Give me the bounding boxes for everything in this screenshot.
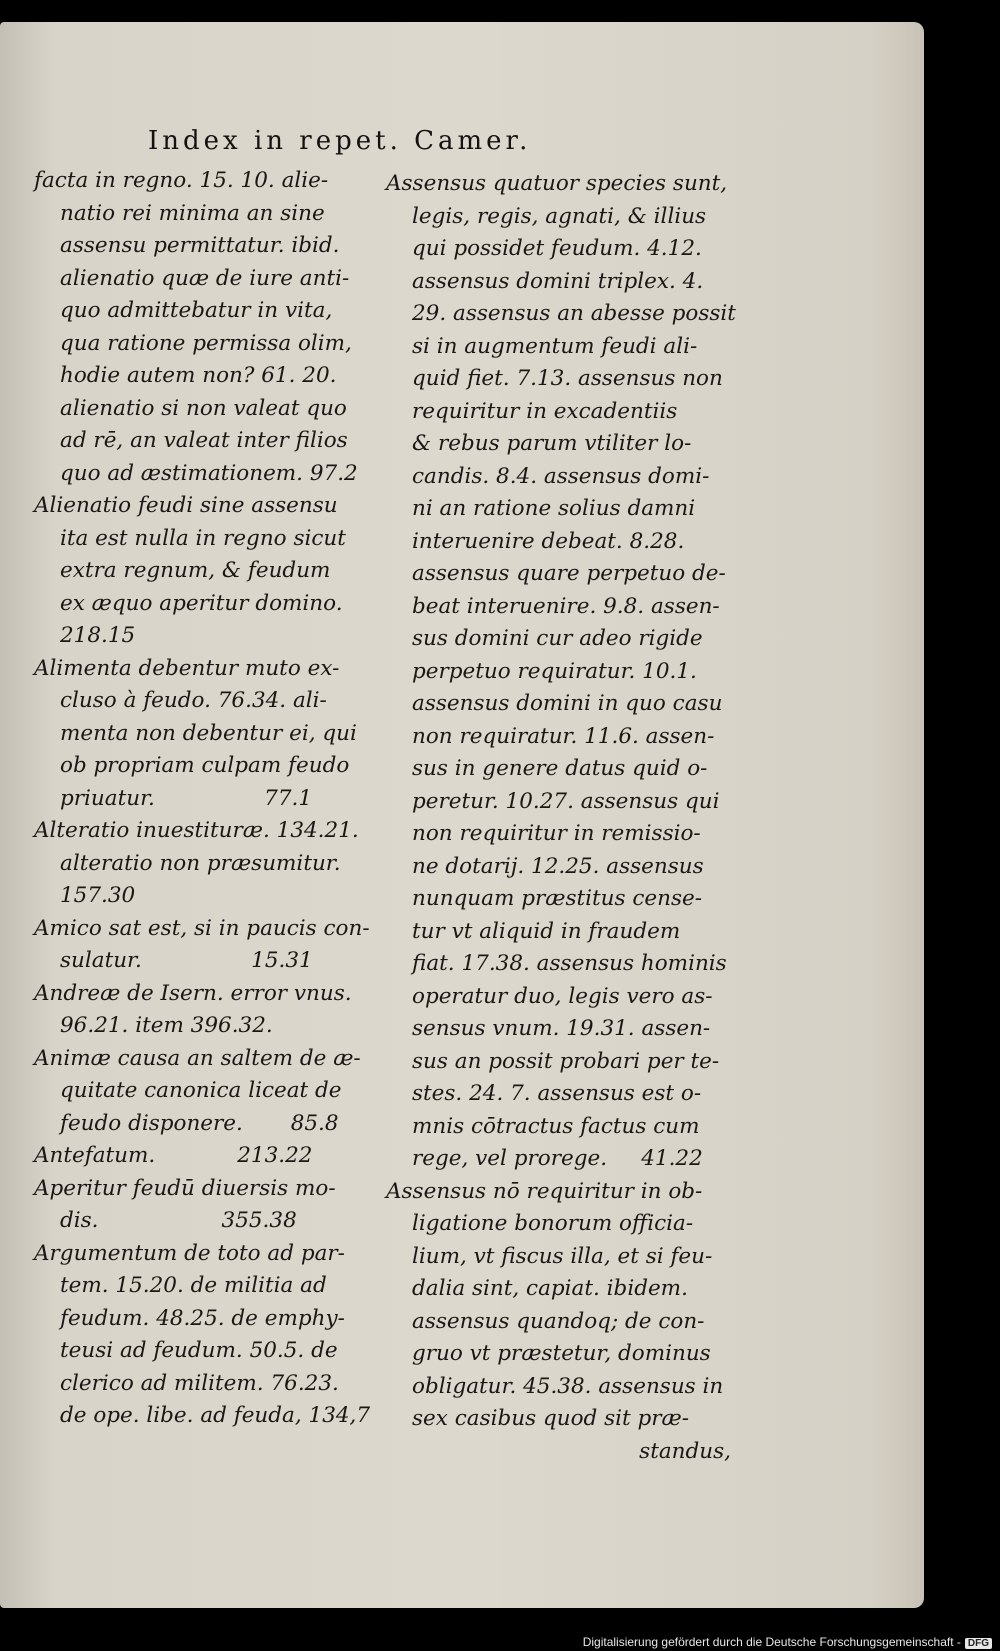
index-line: feudo disponere. 85.8 bbox=[60, 1110, 339, 1136]
index-line: assensus domini triplex. 4. bbox=[412, 268, 704, 294]
credit-text: Digitalisierung gefördert durch die Deutsche Forschungsgemeinschaft - bbox=[582, 1635, 961, 1649]
index-line: candis. 8.4. assensus domi- bbox=[412, 463, 710, 489]
index-line: sus domini cur adeo rigide bbox=[412, 626, 703, 651]
index-line: non requiratur. 11.6. assen- bbox=[412, 723, 715, 749]
index-line: lium, vt fiscus illa, et si feu- bbox=[412, 1243, 713, 1269]
index-line: 218.15 bbox=[60, 623, 136, 648]
index-entry-head: Animæ causa an saltem de æ- bbox=[34, 1045, 361, 1071]
index-line: fiat. 17.38. assensus hominis bbox=[412, 951, 727, 976]
index-line: & rebus parum vtiliter lo- bbox=[412, 431, 692, 456]
index-line: legis, regis, agnati, & illius bbox=[412, 203, 707, 229]
index-line: hodie autem non? 61. 20. bbox=[60, 363, 337, 388]
index-entry-head: Assensus nō requiritur in ob- bbox=[386, 1178, 703, 1204]
index-line: feudum. 48.25. de emphy- bbox=[60, 1305, 345, 1331]
index-entry-head: Alimenta debentur muto ex- bbox=[34, 655, 340, 681]
index-line: quo admittebatur in vita, bbox=[60, 298, 333, 323]
index-line: gruo vt præstetur, dominus bbox=[412, 1341, 711, 1366]
index-line: quitate canonica liceat de bbox=[60, 1078, 342, 1103]
index-line: sensus vnum. 19.31. assen- bbox=[412, 1016, 711, 1041]
index-line: qui possidet feudum. 4.12. bbox=[412, 236, 702, 261]
index-line: stes. 24. 7. assensus est o- bbox=[412, 1081, 702, 1106]
running-header: Index in repet. Camer. bbox=[148, 126, 532, 156]
index-line: operatur duo, legis vero as- bbox=[412, 983, 713, 1009]
index-line: alienatio quæ de iure anti- bbox=[60, 265, 350, 291]
dfg-logo: DFG bbox=[965, 1638, 992, 1649]
index-entry-head: Alteratio inuestituræ. 134.21. bbox=[34, 818, 359, 843]
index-line: menta non debentur ei, qui bbox=[60, 720, 357, 746]
index-line: extra regnum, & feudum bbox=[60, 558, 331, 583]
index-line: sex casibus quod sit præ- bbox=[412, 1406, 690, 1431]
index-line: 157.30 bbox=[60, 883, 136, 908]
index-line: assensus quandoq; de con- bbox=[412, 1308, 705, 1334]
index-line: ne dotarij. 12.25. assensus bbox=[412, 853, 704, 879]
index-entry-head: Amico sat est, si in paucis con- bbox=[34, 915, 370, 941]
index-line: requiritur in excadentiis bbox=[412, 398, 678, 424]
index-line: ni an ratione solius damni bbox=[412, 496, 696, 521]
index-line: mnis cōtractus factus cum bbox=[412, 1113, 700, 1139]
index-line: assensus quare perpetuo de- bbox=[412, 561, 726, 586]
index-line: tem. 15.20. de militia ad bbox=[60, 1273, 327, 1298]
index-line: perpetuo requiratur. 10.1. bbox=[412, 658, 697, 684]
index-line: peretur. 10.27. assensus qui bbox=[412, 788, 720, 814]
index-line: quid fiet. 7.13. assensus non bbox=[412, 366, 723, 391]
index-line: si in augmentum feudi ali- bbox=[412, 333, 698, 359]
index-line: ligatione bonorum officia- bbox=[412, 1211, 694, 1236]
index-entry-head: Aperitur feudū diuersis mo- bbox=[34, 1175, 336, 1201]
index-entry-head: Argumentum de toto ad par- bbox=[34, 1240, 345, 1266]
index-line: sulatur. 15.31 bbox=[60, 948, 313, 973]
index-line: tur vt aliquid in fraudem bbox=[412, 918, 681, 944]
index-line: nunquam præstitus cense- bbox=[412, 886, 702, 911]
index-line: sus in genere datus quid o- bbox=[412, 756, 708, 781]
index-column-left bbox=[34, 165, 371, 1433]
index-line: beat interuenire. 9.8. assen- bbox=[412, 593, 720, 619]
index-line: quo ad æstimationem. 97.2 bbox=[60, 460, 358, 486]
index-line: dis. 355.38 bbox=[60, 1208, 297, 1233]
index-line: clerico ad militem. 76.23. bbox=[60, 1370, 339, 1396]
index-line: non requiritur in remissio- bbox=[412, 821, 701, 846]
catchword: standus, bbox=[639, 1438, 731, 1464]
index-line: alteratio non præsumitur. bbox=[60, 850, 341, 876]
index-line: assensus domini in quo casu bbox=[412, 691, 723, 716]
index-line: assensu permittatur. ibid. bbox=[60, 233, 340, 258]
index-line: qua ratione permissa olim, bbox=[60, 330, 352, 356]
index-line: interuenire debeat. 8.28. bbox=[412, 528, 685, 554]
index-line: sus an possit probari per te- bbox=[412, 1048, 720, 1074]
index-entry-head: Andreæ de Isern. error vnus. bbox=[34, 980, 352, 1006]
index-line: obligatur. 45.38. assensus in bbox=[412, 1373, 724, 1399]
book-page bbox=[0, 22, 924, 1608]
index-line: de ope. libe. ad feuda, 134,7 bbox=[60, 1403, 371, 1428]
index-line: dalia sint, capiat. ibidem. bbox=[412, 1276, 688, 1301]
digitization-credit bbox=[583, 1635, 992, 1649]
index-line: ad rē, an valeat inter filios bbox=[60, 428, 348, 453]
index-entry-head: Antefatum. 213.22 bbox=[34, 1143, 313, 1168]
index-line: ob propriam culpam feudo bbox=[60, 753, 350, 778]
index-line: 96.21. item 396.32. bbox=[60, 1013, 273, 1038]
index-column-right bbox=[386, 168, 736, 1468]
index-line: cluso à feudo. 76.34. ali- bbox=[60, 688, 327, 713]
index-line: ita est nulla in regno sicut bbox=[60, 525, 346, 551]
index-line: natio rei minima an sine bbox=[60, 200, 325, 226]
index-line: rege, vel prorege. 41.22 bbox=[412, 1146, 703, 1171]
index-line: facta in regno. 15. 10. alie- bbox=[34, 168, 329, 193]
index-entry-head: Alienatio feudi sine assensu bbox=[34, 493, 338, 518]
index-entry-head: Assensus quatuor species sunt, bbox=[386, 171, 728, 196]
index-line: priuatur. 77.1 bbox=[60, 785, 313, 811]
index-line: alienatio si non valeat quo bbox=[60, 395, 347, 421]
index-line: 29. assensus an abesse possit bbox=[412, 301, 736, 326]
index-line: teusi ad feudum. 50.5. de bbox=[60, 1338, 338, 1363]
index-line: ex æquo aperitur domino. bbox=[60, 590, 343, 616]
